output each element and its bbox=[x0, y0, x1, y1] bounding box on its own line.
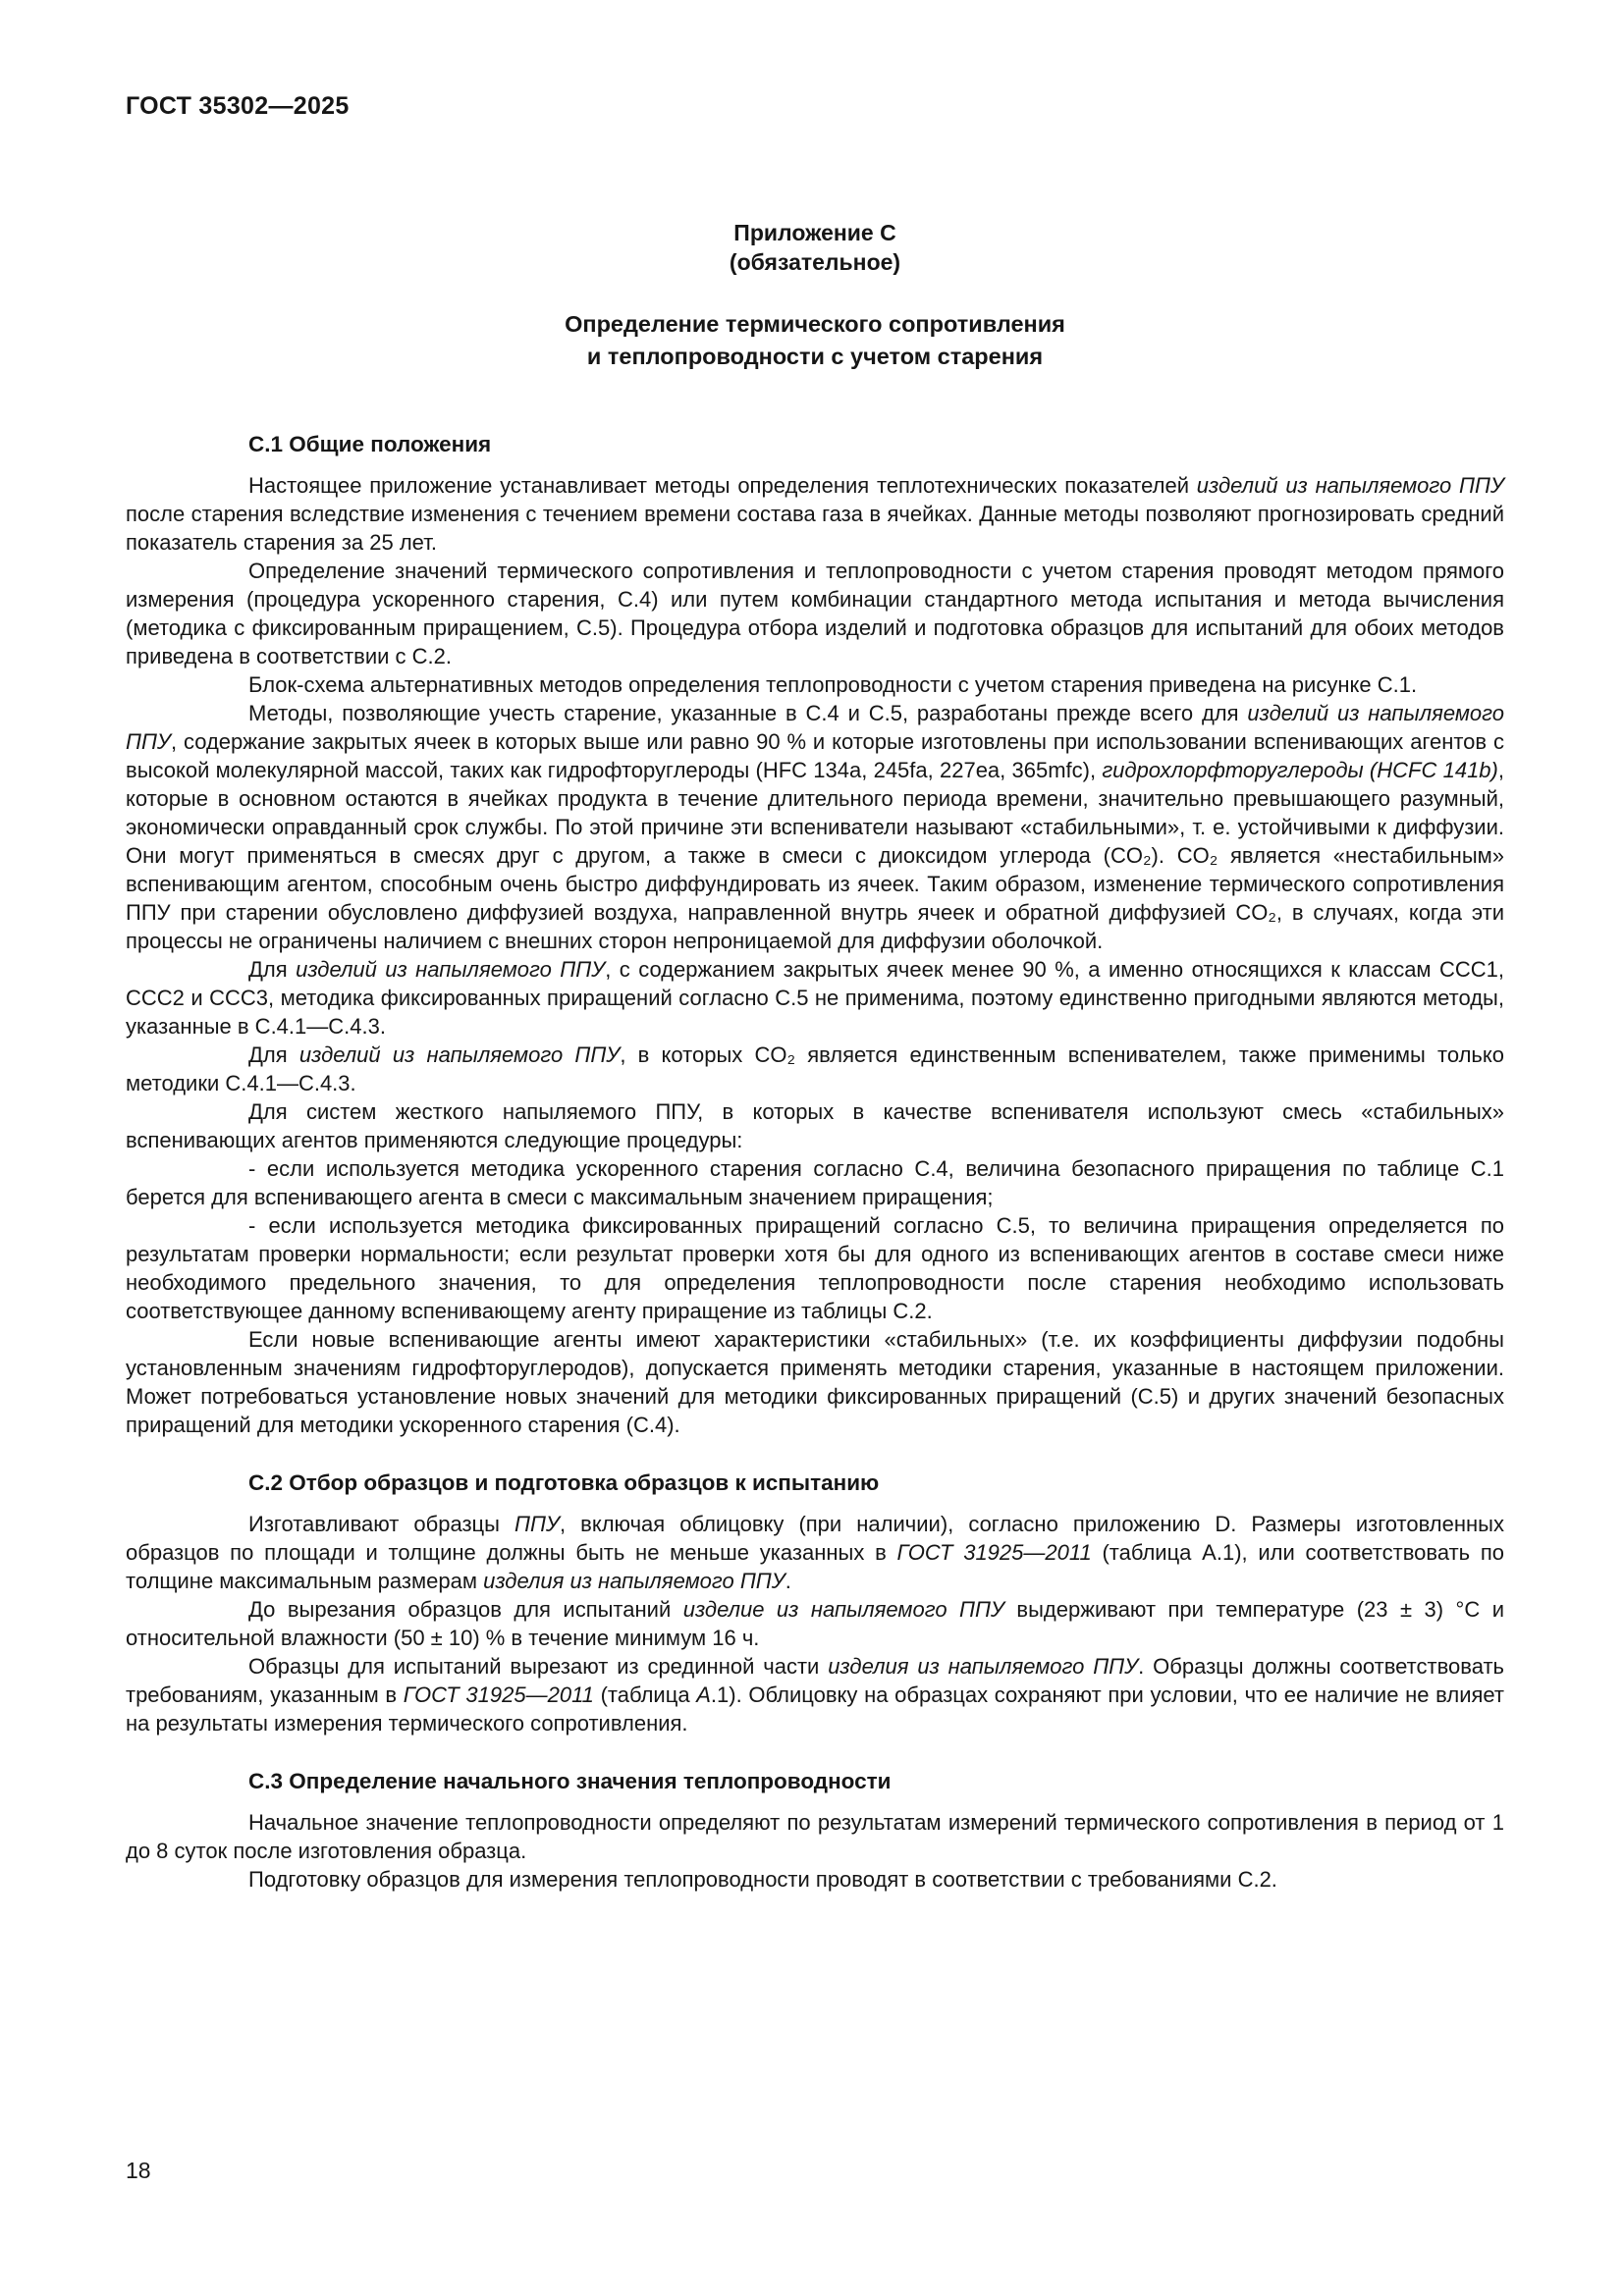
paragraph-run: Изготавливают образцы bbox=[248, 1512, 515, 1536]
paragraph-run-italic: ГОСТ 31925—2011 bbox=[403, 1682, 594, 1707]
paragraph-run-italic: изделия из напыляемого ППУ bbox=[483, 1569, 785, 1593]
paragraph-run: , которые в основном остаются в ячейках продукта в течение длительного периода времени, значительно превышающего разумный, экономически оправданный срок службы. По этой причине эти вспениватели называют «стабильными», т. е. устойчивыми к диффузии. Они могут применяться в смесях друг с другом, а также в смеси с диоксидом углерода (CO₂). CO₂ является «нестабильным» вспенивающим агентом, способным очень быстро диффундировать из ячеек. Таким образом, изменение термического сопротивления ППУ при старении обусловлено диффузией воздуха, направленной внутрь ячеек и обратной диффузией CO₂, в случаях, когда эти процессы не ограничены наличием с внешних сторон непроницаемой для диффузии оболочкой. bbox=[126, 758, 1504, 953]
paragraph-run-italic: изделие из напыляемого ППУ bbox=[682, 1597, 1004, 1622]
paragraph-run: , включая облицовку (при наличии), согласно приложению D. Размеры изготовленных образцов по площади и толщине должны быть не меньше указанных в bbox=[126, 1512, 1504, 1565]
section-heading: С.2 Отбор образцов и подготовка образцов к испытанию bbox=[248, 1470, 880, 1495]
paragraph-run: Начальное значение теплопроводности определяют по результатам измерений термического сопротивления в период от 1 до 8 суток после изготовления образца. bbox=[126, 1810, 1504, 1863]
paragraph bbox=[126, 1154, 1504, 1211]
paragraph-run-italic: изделий из напыляемого ППУ bbox=[126, 701, 1504, 754]
paragraph-run: Подготовку образцов для измерения теплопроводности проводят в соответствии с требованиями С.2. bbox=[248, 1867, 1277, 1892]
paragraph-run: Методы, позволяющие учесть старение, указанные в С.4 и С.5, разработаны прежде всего для bbox=[248, 701, 1248, 725]
paragraph bbox=[126, 1325, 1504, 1439]
appendix-label: Приложение С bbox=[733, 220, 896, 245]
paragraph-run-italic: изделий из напыляемого ППУ bbox=[298, 1042, 621, 1067]
paragraph-run-italic: гидрохлорфторуглероды (HCFC 141b) bbox=[1102, 758, 1498, 782]
paragraph bbox=[126, 471, 1504, 557]
paragraph bbox=[126, 699, 1504, 955]
paragraph bbox=[126, 1652, 1504, 1737]
paragraph-run: после старения вследствие изменения с течением времени состава газа в ячейках. Данные методы позволяют прогнозировать средний показатель старения за 25 лет. bbox=[126, 502, 1504, 555]
section-heading: С.3 Определение начального значения теплопроводности bbox=[248, 1769, 892, 1793]
paragraph-run: - если используется методика фиксированных приращений согласно С.5, то величина приращения определяется по результатам проверки нормальности; если результат проверки хотя бы для одного из вспенивающих агентов в составе смеси ниже необходимого предельного значения, то для определения теплопроводности после старения необходимо использовать соответствующее данному вспенивающему агенту приращение из таблицы С.2. bbox=[126, 1213, 1504, 1323]
paragraph-run-italic: изделия из напыляемого ППУ bbox=[828, 1654, 1139, 1679]
paragraph bbox=[126, 1595, 1504, 1652]
appendix-block bbox=[126, 218, 1504, 277]
paragraph-run: До вырезания образцов для испытаний bbox=[248, 1597, 683, 1622]
section-heading: С.1 Общие положения bbox=[248, 432, 492, 456]
paragraph bbox=[126, 1097, 1504, 1154]
paragraph bbox=[126, 1510, 1504, 1595]
paragraph-run: , содержание закрытых ячеек в которых выше или равно 90 % и которые изготовлены при использовании вспенивающих агентов с высокой молекулярной массой, таких как гидрофторуглероды (HFC 134a, 245fa, 227ea, 365mfc), bbox=[126, 729, 1504, 782]
paragraph-run-italic: А bbox=[696, 1682, 711, 1707]
paragraph-run-italic: ППУ bbox=[514, 1512, 560, 1536]
paragraph-run-italic: изделий из напыляемого ППУ bbox=[296, 957, 606, 982]
document-title-line1: Определение термического сопротивления bbox=[565, 311, 1065, 337]
paragraph-run: Определение значений термического сопротивления и теплопроводности с учетом старения проводят методом прямого измерения (процедура ускоренного старения, С.4) или путем комбинации стандартного метода испытания и метода вычисления (методика с фиксированным приращением, С.5). Процедура отбора изделий и подготовка образцов для испытаний для обоих методов приведена в соответствии с С.2. bbox=[126, 559, 1504, 668]
paragraph bbox=[126, 1211, 1504, 1325]
paragraph-run: .1). Облицовку на образцах сохраняют при условии, что ее наличие не влияет на результаты измерения термического сопротивления. bbox=[126, 1682, 1504, 1735]
paragraph bbox=[126, 557, 1504, 670]
paragraph-run: Если новые вспенивающие агенты имеют характеристики «стабильных» (т.е. их коэффициенты диффузии подобны установленным значениям гидрофторуглеродов), допускается применять методики старения, указанные в настоящем приложении. Может потребоваться установление новых значений для методики фиксированных приращений (С.5) и других значений безопасных приращений для методики ускоренного старения (С.4). bbox=[126, 1327, 1504, 1437]
paragraph-run: (таблица bbox=[593, 1682, 697, 1707]
paragraph bbox=[126, 1041, 1504, 1097]
document-title bbox=[126, 308, 1504, 373]
paragraph-run: Для систем жесткого напыляемого ППУ, в которых в качестве вспенивателя используют смесь «стабильных» вспенивающих агентов применяются следующие процедуры: bbox=[126, 1099, 1504, 1152]
paragraph-run: Для bbox=[248, 1042, 299, 1067]
paragraph-run: - если используется методика ускоренного старения согласно С.4, величина безопасного приращения по таблице С.1 берется для вспенивающего агента в смеси с максимальным значением приращения; bbox=[126, 1156, 1504, 1209]
document-title-line2: и теплопроводности с учетом старения bbox=[586, 344, 1044, 369]
paragraph-run: Образцы для испытаний вырезают из срединной части bbox=[248, 1654, 829, 1679]
paragraph-run: . Образцы должны соответствовать требованиям, указанным в bbox=[126, 1654, 1504, 1707]
paragraph-run: . bbox=[785, 1569, 791, 1593]
appendix-note: (обязательное) bbox=[729, 249, 901, 275]
paragraph bbox=[126, 1865, 1504, 1894]
paragraph-run: , с содержанием закрытых ячеек менее 90 %, а именно относящихся к классам ССС1, ССС2 и ССС3, методика фиксированных приращений согласно С.5 не применима, поэтому единственно пригодными являются методы, указанные в С.4.1—С.4.3. bbox=[126, 957, 1504, 1039]
paragraph-run-italic: ГОСТ 31925—2011 bbox=[896, 1540, 1092, 1565]
paragraph-run: Блок-схема альтернативных методов определения теплопроводности с учетом старения приведена на рисунке С.1. bbox=[248, 672, 1418, 697]
paragraph-run: выдерживают при температуре (23 ± 3) °С и относительной влажности (50 ± 10) % в течение минимум 16 ч. bbox=[126, 1597, 1505, 1650]
standard-number: ГОСТ 35302—2025 bbox=[126, 92, 350, 120]
sections-container bbox=[126, 430, 1504, 1894]
paragraph bbox=[126, 1808, 1504, 1865]
document-body bbox=[126, 218, 1504, 1894]
paragraph-run: , в которых CO₂ является единственным вспенивателем, также применимы только методики С.4.1—С.4.3. bbox=[126, 1042, 1504, 1095]
page-number: 18 bbox=[126, 2158, 151, 2183]
paragraph-run-italic: изделий из напыляемого ППУ bbox=[1196, 473, 1504, 498]
paragraph bbox=[126, 670, 1504, 699]
paragraph-run: (таблица А.1), или соответствовать по толщине максимальным размерам bbox=[126, 1540, 1505, 1593]
paragraph bbox=[126, 955, 1504, 1041]
paragraph-run: Настоящее приложение устанавливает методы определения теплотехнических показателей bbox=[248, 473, 1197, 498]
paragraph-run: Для bbox=[248, 957, 297, 982]
